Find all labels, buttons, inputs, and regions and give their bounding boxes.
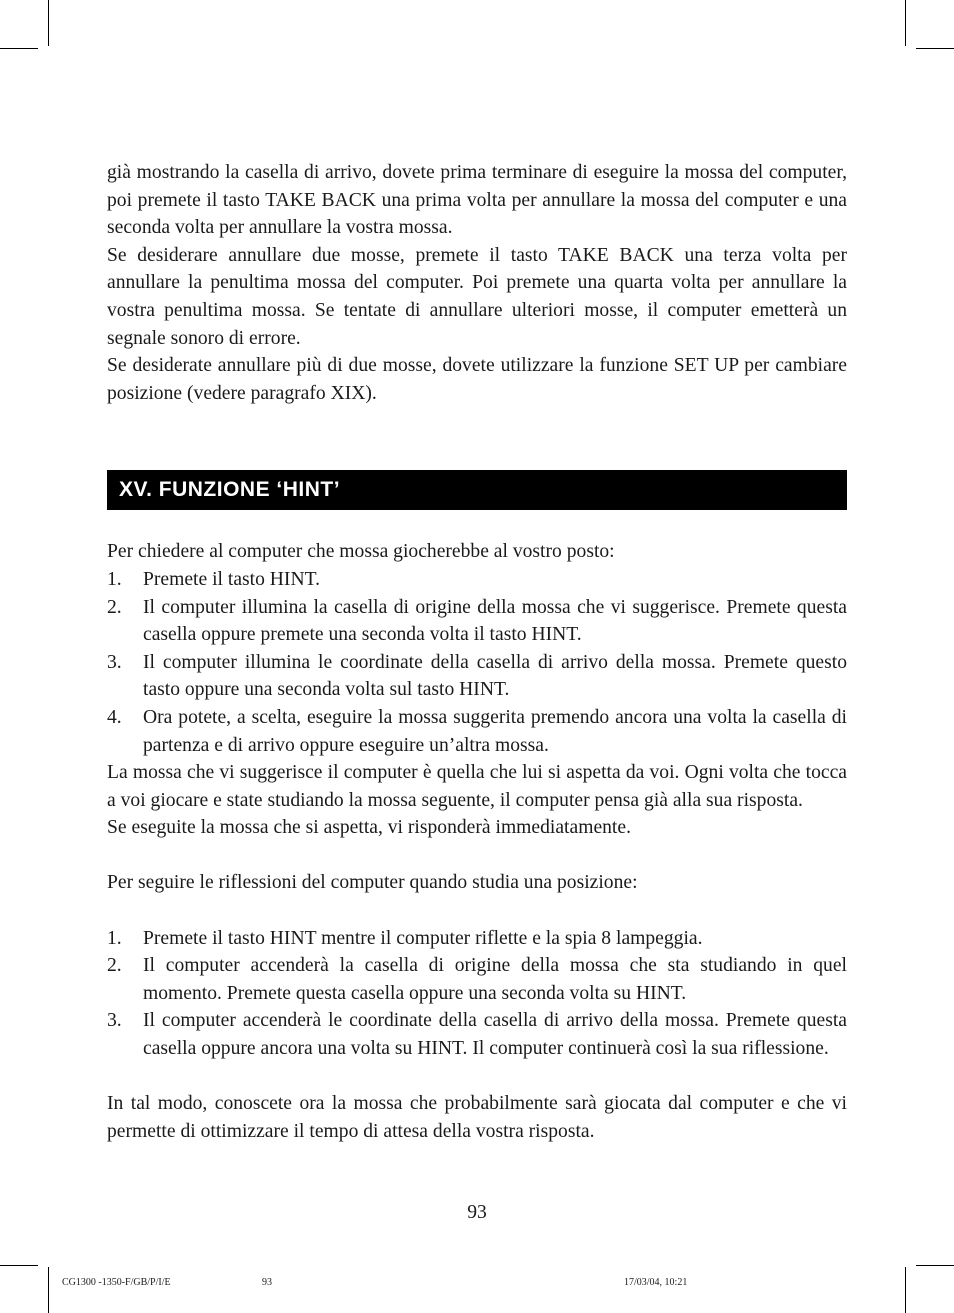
section-heading: XV. FUNZIONE ‘HINT’ [107, 470, 847, 510]
hint-steps-list [107, 566, 847, 759]
footer-page: 93 [262, 1277, 272, 1288]
list-item [107, 952, 847, 1007]
list-text: Il computer accenderà la casella di origine della mossa che sta studiando in quel momento. Premete questa casella oppure una seconda volta su HINT. [143, 955, 847, 1004]
crop-mark [0, 1265, 38, 1266]
intro-paragraph: già mostrando la casella di arrivo, dovete prima terminare di eseguire la mossa del computer, poi premete il tasto TAKE BACK una prima volta per annullare la mossa del computer e una seconda volta per annullare la vostra mossa. [107, 162, 847, 239]
crop-mark [916, 48, 954, 49]
crop-mark [916, 1265, 954, 1266]
list-number: 1. [107, 927, 122, 949]
section-lead: Per seguire le riflessioni del computer quando studia una posizione: [107, 872, 638, 894]
list-number: 1. [107, 568, 122, 590]
list-number: 2. [107, 596, 122, 618]
body-paragraph: Se eseguite la mossa che si aspetta, vi risponderà immediatamente. [107, 817, 631, 839]
section-lead: Per chiedere al computer che mossa giocherebbe al vostro posto: [107, 541, 615, 563]
list-text: Premete il tasto HINT. [143, 568, 321, 590]
crop-mark [905, 0, 906, 46]
list-text: Il computer illumina la casella di origine della mossa che vi suggerisce. Premete questa casella oppure premete una seconda volta il tasto HINT. [143, 596, 847, 646]
footer-code: CG1300 -1350-F/GB/P/I/E [62, 1277, 171, 1288]
crop-mark [905, 1267, 906, 1313]
list-text: Il computer accenderà le coordinate della casella di arrivo della mossa. Premete questa casella oppure ancora una volta su HINT. Il computer continuerà così la sua riflessione. [143, 1010, 847, 1060]
intro-paragraph: Se desiderate annullare più di due mosse, dovete utilizzare la funzione SET UP per cambiare posizione (vedere paragrafo XIX). [107, 355, 847, 404]
list-text: Premete il tasto HINT mentre il computer riflette e la spia 8 lampeggia. [143, 927, 703, 949]
list-item [107, 594, 847, 649]
reflection-steps-list [107, 925, 847, 1063]
list-number: 3. [107, 1010, 122, 1032]
list-number: 3. [107, 651, 122, 673]
list-item [107, 649, 847, 704]
list-item [107, 1007, 847, 1062]
list-item [107, 925, 847, 953]
crop-mark [48, 1267, 49, 1313]
intro-paragraph: Se desiderare annullare due mosse, premete il tasto TAKE BACK una terza volta per annullare la penultima mossa del computer. Poi premete una quarta volta per annullare la vostra penultima mossa. Se tentate di annullare ulteriori mosse, il computer emetterà un segnale sonoro di errore. [107, 244, 847, 349]
list-text: Ora potete, a scelta, eseguire la mossa suggerita premendo ancora una volta la casella di partenza e di arrivo oppure eseguire un’altra mossa. [143, 706, 847, 756]
crop-mark [48, 0, 49, 46]
page-content [107, 159, 847, 1145]
footer-date: 17/03/04, 10:21 [624, 1277, 688, 1288]
body-paragraph: La mossa che vi suggerisce il computer è quella che lui si aspetta da voi. Ogni volta che tocca a voi giocare e state studiando la mossa seguente, il computer pensa già alla sua risposta. [107, 762, 847, 811]
list-text: Il computer illumina le coordinate della casella di arrivo della mossa. Premete questo tasto oppure una seconda volta sul tasto HINT. [143, 651, 847, 701]
list-number: 4. [107, 706, 122, 728]
list-number: 2. [107, 955, 122, 977]
closing-paragraph: In tal modo, conoscete ora la mossa che probabilmente sarà giocata dal computer e che vi permette di ottimizzare il tempo di attesa della vostra risposta. [107, 1093, 847, 1142]
list-item [107, 704, 847, 759]
crop-mark [0, 48, 38, 49]
list-item [107, 566, 847, 594]
page-number: 93 [467, 1202, 487, 1223]
